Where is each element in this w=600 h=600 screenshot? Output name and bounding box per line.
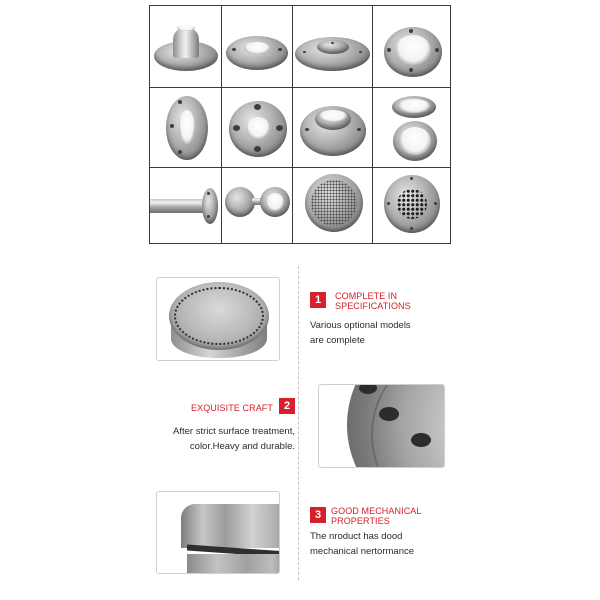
grid-cell-pipe-with-flange[interactable] xyxy=(150,168,222,243)
feature-2-image-flange-closeup xyxy=(318,384,445,468)
title-line-1: EXQUISITE CRAFT xyxy=(190,403,273,413)
grid-cell-slip-on-flange[interactable] xyxy=(222,6,293,88)
grid-cell-weld-neck-flange[interactable] xyxy=(150,6,222,88)
title-line-1: COMPLETE IN xyxy=(335,291,398,301)
desc-line-1: Various optional models xyxy=(310,320,411,331)
badge-number: 3 xyxy=(314,509,322,521)
title-line-2: PROPERTIES xyxy=(331,516,390,526)
title-line-2: SPECIFICATIONS xyxy=(335,301,411,311)
feature-2-description xyxy=(150,424,295,454)
feature-3-title xyxy=(331,506,422,526)
feature-1-number-badge xyxy=(310,292,326,308)
grid-cell-raised-face-flange[interactable] xyxy=(293,6,373,88)
feature-1-image-blind-flange xyxy=(156,277,280,361)
grid-cell-socket-weld-flange[interactable] xyxy=(222,88,293,168)
grid-cell-spectacle-blind[interactable] xyxy=(222,168,293,243)
feature-1-title xyxy=(335,291,411,311)
product-grid xyxy=(149,5,451,244)
desc-line-2: are complete xyxy=(310,335,365,346)
grid-cell-flat-flange[interactable] xyxy=(150,88,222,168)
feature-3-description xyxy=(310,529,414,559)
grid-cell-tube-sheet[interactable] xyxy=(373,168,450,243)
desc-line-2: mechanical nertormance xyxy=(310,546,415,557)
desc-line-2: color.Heavy and durable. xyxy=(189,441,295,452)
title-line-1: GOOD MECHANICAL xyxy=(331,506,422,516)
desc-line-1: The nroduct has dood xyxy=(310,531,403,542)
grid-cell-plate-ring-flange[interactable] xyxy=(373,6,450,88)
badge-number: 2 xyxy=(283,400,291,412)
desc-line-1: After strict surface treatment, xyxy=(173,426,295,437)
grid-cell-hubbed-flange[interactable] xyxy=(293,88,373,168)
feature-1-description xyxy=(310,318,411,348)
feature-2-number-badge xyxy=(279,398,295,414)
feature-2-title xyxy=(160,403,273,413)
feature-3-number-badge xyxy=(310,507,326,523)
grid-cell-lap-joint-stub-end[interactable] xyxy=(373,88,450,168)
dotted-divider xyxy=(298,266,299,580)
grid-cell-perforated-tube-sheet[interactable] xyxy=(293,168,373,243)
badge-number: 1 xyxy=(314,294,322,306)
feature-3-image-forged-flange-edge xyxy=(156,491,280,574)
